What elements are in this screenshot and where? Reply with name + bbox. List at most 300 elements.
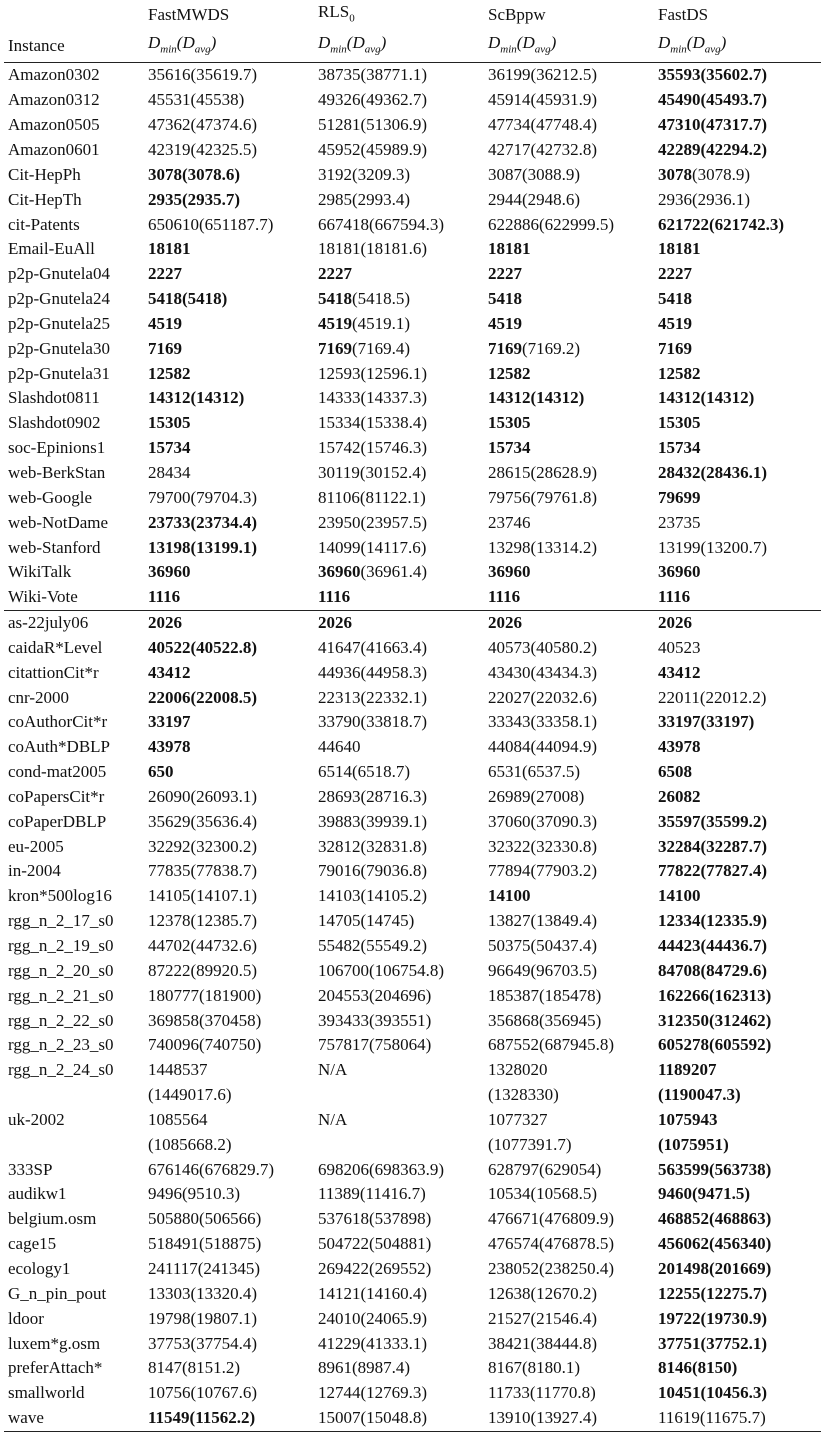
instance-name: rgg_n_2_19_s0 bbox=[8, 936, 114, 955]
best-value: 13198(13199.1) bbox=[148, 537, 258, 557]
result-cell bbox=[144, 262, 314, 287]
table-row-continuation bbox=[4, 1133, 821, 1158]
result-cell: 87222(89920.5) bbox=[148, 960, 258, 980]
instance-name: coAuth*DBLP bbox=[8, 737, 110, 757]
result-cell: 10534(10568.5) bbox=[488, 1184, 598, 1204]
result-cell bbox=[654, 1182, 821, 1207]
best-value: 23733(23734.4) bbox=[148, 512, 258, 532]
result-cell bbox=[484, 411, 654, 436]
best-value: 2026 bbox=[318, 613, 352, 633]
result-cell bbox=[654, 710, 821, 735]
result-cell bbox=[484, 585, 654, 610]
header-row-algorithms bbox=[4, 0, 821, 31]
instance-name: smallworld bbox=[8, 1383, 85, 1403]
best-value: 12255(12275.7) bbox=[658, 1283, 768, 1303]
table-row bbox=[4, 411, 821, 436]
instance-name: 333SP bbox=[8, 1159, 53, 1179]
table-row bbox=[4, 1033, 821, 1058]
result-cell bbox=[314, 585, 484, 610]
instance-name: coPapersCit*r bbox=[8, 786, 105, 806]
table-row bbox=[4, 661, 821, 686]
best-value: 84708(84729.6) bbox=[658, 960, 768, 980]
result-cell bbox=[484, 287, 654, 312]
result-cell bbox=[314, 611, 484, 636]
result-cell: 33343(33358.1) bbox=[488, 712, 598, 732]
result-cell bbox=[654, 461, 821, 486]
table-row bbox=[4, 1158, 821, 1183]
result-cell: 14705(14745) bbox=[318, 911, 415, 931]
result-cell: 13199(13200.7) bbox=[658, 537, 768, 557]
best-value: 37751(37752.1) bbox=[658, 1333, 768, 1353]
best-value: 18181 bbox=[148, 239, 191, 259]
result-cell bbox=[654, 1207, 821, 1232]
result-cell: 204553(204696) bbox=[318, 985, 432, 1005]
result-cell: 38421(38444.8) bbox=[488, 1333, 598, 1353]
instance-name: p2p-Gnutela24 bbox=[8, 289, 110, 309]
result-cell: (1077391.7) bbox=[488, 1134, 572, 1154]
result-cell bbox=[654, 486, 821, 511]
result-cell: 13298(13314.2) bbox=[488, 537, 598, 557]
result-cell: 44084(44094.9) bbox=[488, 737, 598, 757]
best-value: 18181 bbox=[488, 239, 531, 259]
best-value: 2935(2935.7) bbox=[148, 189, 241, 209]
instance-name: audikw1 bbox=[8, 1184, 67, 1204]
table-row bbox=[4, 237, 821, 262]
instance-name: as-22july06 bbox=[4, 611, 144, 636]
result-cell bbox=[654, 560, 821, 585]
result-cell bbox=[654, 262, 821, 287]
table-row bbox=[4, 1307, 821, 1332]
result-cell bbox=[484, 436, 654, 461]
table-row bbox=[4, 710, 821, 735]
table-row bbox=[4, 1108, 821, 1133]
result-cell bbox=[654, 1307, 821, 1332]
result-cell: 32292(32300.2) bbox=[148, 836, 258, 856]
instance-name: luxem*g.osm bbox=[8, 1333, 101, 1353]
result-cell bbox=[144, 560, 314, 585]
table-row bbox=[4, 1282, 821, 1307]
result-cell: 33790(33818.7) bbox=[318, 712, 428, 732]
table-row bbox=[4, 213, 821, 238]
result-cell bbox=[654, 1158, 821, 1183]
result-cell bbox=[484, 611, 654, 636]
best-value: 2227 bbox=[658, 264, 692, 284]
result-cell: 19798(19807.1) bbox=[148, 1308, 258, 1328]
header-algorithm-fastds: FastDS bbox=[658, 5, 709, 25]
result-cell: 40573(40580.2) bbox=[488, 637, 598, 657]
table-row bbox=[4, 959, 821, 984]
result-cell bbox=[144, 237, 314, 262]
result-cell bbox=[654, 1083, 821, 1108]
table-row bbox=[4, 1058, 821, 1083]
result-cell: 32812(32831.8) bbox=[318, 836, 428, 856]
table-row bbox=[4, 585, 821, 610]
table-row bbox=[4, 536, 821, 561]
result-cell: 11619(11675.7) bbox=[654, 1406, 821, 1431]
result-cell: 14105(14107.1) bbox=[148, 886, 258, 906]
instance-name: coAuthorCit*r bbox=[8, 712, 108, 732]
instance-name: Slashdot0902 bbox=[8, 413, 101, 433]
result-cell bbox=[654, 386, 821, 411]
result-cell: 28693(28716.3) bbox=[318, 786, 428, 806]
result-cell bbox=[654, 337, 821, 362]
best-value: 14312(14312) bbox=[488, 388, 585, 408]
result-cell: 518491(518875) bbox=[148, 1234, 262, 1254]
result-cell bbox=[654, 884, 821, 909]
result-cell: 2944(2948.6) bbox=[488, 189, 581, 209]
result-cell: 13303(13320.4) bbox=[148, 1283, 258, 1303]
best-value: 15734 bbox=[488, 438, 531, 458]
best-value: 9460(9471.5) bbox=[658, 1184, 751, 1204]
result-cell: 698206(698363.9) bbox=[318, 1159, 445, 1179]
result-cell bbox=[654, 785, 821, 810]
result-cell: 628797(629054) bbox=[488, 1159, 602, 1179]
result-cell: 15742(15746.3) bbox=[318, 438, 428, 458]
result-cell: 11733(11770.8) bbox=[488, 1383, 596, 1403]
best-value: 44423(44436.7) bbox=[658, 936, 768, 955]
best-value: 36960 bbox=[148, 562, 191, 582]
instance-name: p2p-Gnutela25 bbox=[8, 313, 110, 333]
best-value: 7169 bbox=[488, 338, 522, 358]
result-cell bbox=[654, 959, 821, 984]
result-cell: 22011(22012.2) bbox=[658, 687, 767, 707]
best-value: 18181 bbox=[658, 239, 701, 259]
result-cell: 35616(35619.7) bbox=[148, 65, 258, 85]
result-cell: 8147(8151.2) bbox=[148, 1358, 241, 1378]
best-value: 5418(5418) bbox=[148, 289, 228, 309]
result-cell bbox=[654, 312, 821, 337]
instance-name: rgg_n_2_17_s0 bbox=[8, 911, 114, 931]
best-value: 43978 bbox=[148, 737, 191, 757]
result-cell: 238052(238250.4) bbox=[488, 1258, 615, 1278]
result-cell: 81106(81122.1) bbox=[318, 487, 426, 507]
result-cell: 47362(47374.6) bbox=[148, 115, 258, 135]
best-value: 10451(10456.3) bbox=[658, 1383, 768, 1403]
best-value: 26082 bbox=[658, 786, 701, 806]
header-algorithm-scbppw: ScBppw bbox=[488, 5, 546, 25]
result-cell: (1085668.2) bbox=[148, 1134, 232, 1154]
table-row bbox=[4, 337, 821, 362]
best-value: 2227 bbox=[488, 264, 522, 284]
instance-name: Slashdot0811 bbox=[8, 388, 100, 408]
best-value: 4519 bbox=[488, 313, 522, 333]
table-row bbox=[4, 362, 821, 387]
result-cell bbox=[654, 1232, 821, 1257]
instance-name: soc-Epinions1 bbox=[8, 438, 106, 458]
table-row bbox=[4, 735, 821, 760]
best-value: 2227 bbox=[318, 264, 352, 284]
result-cell: 44936(44958.3) bbox=[318, 662, 428, 682]
best-value: 15734 bbox=[658, 438, 701, 458]
result-cell: 15007(15048.8) bbox=[314, 1406, 484, 1431]
result-cell: (1449017.6) bbox=[148, 1085, 232, 1105]
instance-name: web-BerkStan bbox=[8, 462, 106, 482]
best-value: 79699 bbox=[658, 487, 701, 507]
result-cell bbox=[484, 884, 654, 909]
table-row bbox=[4, 909, 821, 934]
result-cell: 41647(41663.4) bbox=[318, 637, 428, 657]
result-cell: 32322(32330.8) bbox=[488, 836, 598, 856]
instance-name bbox=[4, 1083, 144, 1108]
table-row bbox=[4, 686, 821, 711]
result-cell bbox=[144, 661, 314, 686]
best-value: 15305 bbox=[148, 413, 191, 433]
header-instance: Instance bbox=[4, 31, 144, 63]
result-cell: 687552(687945.8) bbox=[488, 1035, 615, 1055]
result-cell: 11389(11416.7) bbox=[318, 1184, 426, 1204]
best-value: 7169 bbox=[318, 338, 352, 358]
best-value: 8146(8150) bbox=[658, 1358, 738, 1378]
result-cell bbox=[484, 362, 654, 387]
table-row bbox=[4, 163, 821, 188]
result-cell bbox=[654, 611, 821, 636]
result-cell: 369858(370458) bbox=[148, 1010, 262, 1030]
result-cell bbox=[314, 1133, 484, 1158]
result-cell: 505880(506566) bbox=[148, 1209, 262, 1229]
result-cell: 8961(8987.4) bbox=[318, 1358, 411, 1378]
result-cell: 393433(393551) bbox=[318, 1010, 432, 1030]
result-cell bbox=[144, 735, 314, 760]
result-cell: 7169(7169.2) bbox=[488, 338, 581, 358]
instance-name: caidaR*Level bbox=[8, 637, 103, 657]
result-cell bbox=[144, 636, 314, 661]
result-cell: 45952(45989.9) bbox=[318, 140, 428, 159]
table-row bbox=[4, 511, 821, 536]
result-cell: 23735 bbox=[658, 512, 701, 532]
best-value: 42289(42294.2) bbox=[658, 140, 768, 159]
best-value: 3078(3078.6) bbox=[148, 164, 241, 184]
result-cell: 757817(758064) bbox=[318, 1035, 432, 1055]
metric-label: $D_{min}(D_{avg})$ bbox=[658, 33, 727, 56]
result-cell: 12638(12670.2) bbox=[488, 1283, 598, 1303]
result-cell bbox=[654, 760, 821, 785]
best-value: 43412 bbox=[658, 662, 701, 682]
result-cell: 1328020 bbox=[488, 1060, 548, 1080]
result-cell bbox=[654, 213, 821, 238]
best-value: 15734 bbox=[148, 438, 191, 458]
result-cell: 6531(6537.5) bbox=[488, 762, 581, 782]
best-value: 6508 bbox=[658, 762, 692, 782]
instance-name: coPaperDBLP bbox=[8, 811, 107, 831]
result-cell bbox=[654, 909, 821, 934]
table-row bbox=[4, 611, 821, 636]
best-value: 7169 bbox=[658, 338, 692, 358]
result-cell: 356868(356945) bbox=[488, 1010, 602, 1030]
best-value: 32284(32287.7) bbox=[658, 836, 768, 856]
table-row bbox=[4, 1207, 821, 1232]
instance-name: p2p-Gnutela30 bbox=[8, 338, 110, 358]
instance-name: Amazon0302 bbox=[8, 65, 100, 85]
best-value: 12582 bbox=[148, 363, 191, 383]
metric-label: $D_{min}(D_{avg})$ bbox=[318, 33, 387, 56]
result-cell bbox=[144, 436, 314, 461]
result-cell: 740096(740750) bbox=[148, 1035, 262, 1055]
table-row bbox=[4, 884, 821, 909]
table-row bbox=[4, 1257, 821, 1282]
result-cell bbox=[654, 984, 821, 1009]
best-value: 5418 bbox=[658, 289, 692, 309]
instance-name: p2p-Gnutela31 bbox=[8, 363, 110, 383]
result-cell: 26090(26093.1) bbox=[148, 786, 258, 806]
best-value: 12582 bbox=[488, 363, 531, 383]
instance-name: web-Stanford bbox=[8, 537, 101, 557]
result-cell: 3087(3088.9) bbox=[488, 164, 581, 184]
best-value: 35593(35602.7) bbox=[658, 65, 768, 85]
best-value: 28432(28436.1) bbox=[658, 462, 768, 482]
instance-name: rgg_n_2_24_s0 bbox=[8, 1060, 114, 1080]
result-cell bbox=[654, 1257, 821, 1282]
table-row bbox=[4, 88, 821, 113]
table-row bbox=[4, 835, 821, 860]
result-cell: 26989(27008) bbox=[488, 786, 585, 806]
best-value: 14100 bbox=[488, 886, 531, 906]
result-cell bbox=[144, 1406, 314, 1431]
result-cell bbox=[654, 1108, 821, 1133]
table-row bbox=[4, 810, 821, 835]
result-cell: 9496(9510.3) bbox=[148, 1184, 241, 1204]
result-cell: 43430(43434.3) bbox=[488, 662, 598, 682]
result-cell bbox=[654, 1381, 821, 1406]
table-row bbox=[4, 312, 821, 337]
result-cell bbox=[654, 287, 821, 312]
best-value: 162266(162313) bbox=[658, 985, 772, 1005]
table-row bbox=[4, 436, 821, 461]
table-row bbox=[4, 287, 821, 312]
instance-name: web-NotDame bbox=[8, 512, 109, 532]
result-cell: 55482(55549.2) bbox=[318, 936, 428, 955]
instance-name: cnr-2000 bbox=[8, 687, 70, 707]
best-value: 621722(621742.3) bbox=[658, 214, 785, 234]
best-value: 35597(35599.2) bbox=[658, 811, 768, 831]
result-cell: 45531(45538) bbox=[148, 90, 245, 110]
table-row bbox=[4, 636, 821, 661]
best-value: 7169 bbox=[148, 338, 182, 358]
instance-name: web-Google bbox=[8, 487, 93, 507]
result-cell: 49326(49362.7) bbox=[318, 90, 428, 110]
best-value: 3078 bbox=[658, 164, 692, 184]
table-header bbox=[4, 0, 821, 63]
result-cell: 42319(42325.5) bbox=[148, 140, 258, 159]
instance-name: rgg_n_2_23_s0 bbox=[8, 1035, 114, 1055]
best-value: 15305 bbox=[488, 413, 531, 433]
table-row bbox=[4, 63, 821, 88]
instance-name: Wiki-Vote bbox=[8, 587, 78, 607]
best-value: 12334(12335.9) bbox=[658, 911, 768, 931]
best-value: 563599(563738) bbox=[658, 1159, 772, 1179]
result-cell: 47734(47748.4) bbox=[488, 115, 598, 135]
result-cell: 30119(30152.4) bbox=[318, 462, 427, 482]
instance-name: Email-EuAll bbox=[8, 239, 95, 259]
result-cell bbox=[654, 810, 821, 835]
header-metric-fastmwds bbox=[144, 31, 314, 63]
result-cell: 14103(14105.2) bbox=[318, 886, 428, 906]
result-cell: 23950(23957.5) bbox=[318, 512, 428, 532]
best-value: 40522(40522.8) bbox=[148, 637, 258, 657]
table-row bbox=[4, 1356, 821, 1381]
result-cell: 667418(667594.3) bbox=[318, 214, 445, 234]
result-cell: 622886(622999.5) bbox=[488, 214, 615, 234]
instance-name: ecology1 bbox=[8, 1258, 71, 1278]
result-cell: 180777(181900) bbox=[148, 985, 262, 1005]
best-value: 33197 bbox=[148, 712, 191, 732]
result-cell bbox=[144, 386, 314, 411]
instance-name: WikiTalk bbox=[8, 562, 72, 582]
result-cell bbox=[484, 386, 654, 411]
result-cell bbox=[144, 760, 314, 785]
result-cell bbox=[144, 511, 314, 536]
result-cell: 3078(3078.9) bbox=[658, 164, 751, 184]
result-cell: 14333(14337.3) bbox=[318, 388, 428, 408]
table-row bbox=[4, 188, 821, 213]
table-row bbox=[4, 1406, 821, 1431]
table-row bbox=[4, 560, 821, 585]
result-cell bbox=[654, 362, 821, 387]
result-cell: 40523 bbox=[658, 637, 701, 657]
best-value: 43978 bbox=[658, 737, 701, 757]
header-algorithm-rls0 bbox=[314, 0, 484, 31]
result-cell bbox=[654, 1282, 821, 1307]
result-cell: 650610(651187.7) bbox=[148, 214, 274, 234]
result-cell: (1328330) bbox=[488, 1085, 559, 1105]
result-cell bbox=[484, 560, 654, 585]
table-row bbox=[4, 486, 821, 511]
result-cell: 22313(22332.1) bbox=[318, 687, 428, 707]
result-cell bbox=[654, 735, 821, 760]
instance-name: Amazon0601 bbox=[8, 140, 100, 159]
best-value: 12582 bbox=[658, 363, 701, 383]
result-cell: 51281(51306.9) bbox=[318, 115, 428, 135]
result-cell: 77894(77903.2) bbox=[488, 861, 598, 881]
result-cell bbox=[654, 88, 821, 113]
table-row bbox=[4, 1232, 821, 1257]
table-row bbox=[4, 934, 821, 959]
instance-name: wave bbox=[4, 1406, 144, 1431]
header-row-metric bbox=[4, 31, 821, 63]
result-cell: 28615(28628.9) bbox=[488, 462, 598, 482]
result-cell bbox=[654, 237, 821, 262]
result-cell bbox=[484, 262, 654, 287]
result-cell bbox=[314, 1083, 484, 1108]
result-cell: 44702(44732.6) bbox=[148, 936, 258, 955]
result-cell: 36199(36212.5) bbox=[488, 65, 598, 85]
result-cell bbox=[654, 1033, 821, 1058]
instance-name: uk-2002 bbox=[8, 1109, 65, 1129]
result-cell: 41229(41333.1) bbox=[318, 1333, 428, 1353]
result-cell: 77835(77838.7) bbox=[148, 861, 258, 881]
best-value: 1116 bbox=[318, 587, 351, 607]
table-row bbox=[4, 859, 821, 884]
best-value: 36960 bbox=[658, 562, 701, 582]
table-row bbox=[4, 1332, 821, 1357]
rls-name: RLS bbox=[318, 2, 350, 21]
best-value: 312350(312462) bbox=[658, 1010, 772, 1030]
best-value: 650 bbox=[148, 762, 174, 782]
best-value: 47310(47317.7) bbox=[658, 115, 768, 135]
best-value: 15305 bbox=[658, 413, 701, 433]
best-value: 33197(33197) bbox=[658, 712, 755, 732]
result-cell: 269422(269552) bbox=[318, 1258, 432, 1278]
instance-name: Cit-HepTh bbox=[8, 189, 82, 209]
result-cell bbox=[654, 113, 821, 138]
result-cell bbox=[654, 585, 821, 610]
instance-name: belgium.osm bbox=[8, 1209, 97, 1229]
result-cell: 22027(22032.6) bbox=[488, 687, 598, 707]
instance-name: Amazon0312 bbox=[8, 90, 100, 110]
instance-name: kron*500log16 bbox=[8, 886, 112, 906]
result-cell: 12378(12385.7) bbox=[148, 911, 258, 931]
table-row bbox=[4, 984, 821, 1009]
instance-name: eu-2005 bbox=[8, 836, 64, 856]
